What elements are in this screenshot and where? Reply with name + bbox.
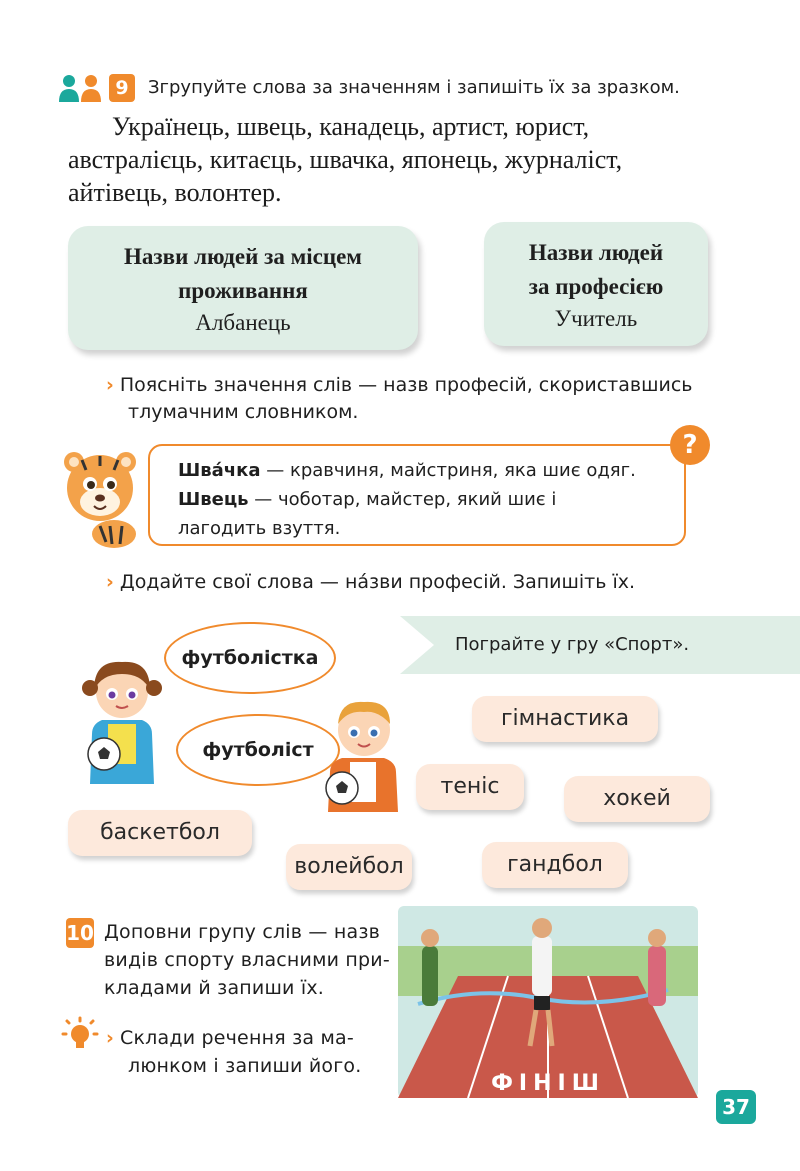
card-prof-sample: Учитель	[554, 306, 638, 331]
flag-notch-icon	[400, 616, 434, 674]
definition-line-1	[178, 456, 668, 485]
bullet-add-words-text: Додайте свої слова — на́зви професій. Запишіть їх.	[119, 571, 636, 593]
bubble-girl-text: футболістка	[181, 647, 319, 669]
boy-with-ball-icon	[318, 694, 408, 812]
page-number: 37	[716, 1090, 756, 1124]
task10-line-2: видів спорту власними при-	[104, 949, 390, 971]
bullet-add-words	[106, 569, 635, 595]
task10-sub-line-2: люнком і запиши його.	[128, 1055, 362, 1077]
girl-with-ball-icon	[78, 654, 166, 784]
card-place-head-2: проживання	[178, 278, 308, 303]
chevron-right-icon: ›	[106, 1027, 115, 1049]
card-prof-head-1: Назви людей	[528, 240, 664, 265]
chip-tennis: теніс	[416, 764, 524, 810]
card-place-sample: Албанець	[195, 310, 291, 335]
task10-line-1: Доповни групу слів — назв	[104, 921, 381, 943]
task9-instruction: Згрупуйте слова за значенням і запишіть їх за зразком.	[148, 77, 680, 98]
card-profession	[484, 222, 708, 346]
finish-lettering: ФІНІШ	[491, 1071, 605, 1096]
definition-line-3: лагодить взуття.	[178, 518, 341, 539]
question-icon: ?	[670, 425, 710, 465]
definition-line-2	[178, 485, 668, 514]
bullet-explain	[106, 372, 692, 398]
chevron-right-icon: ›	[106, 571, 114, 593]
bullet-explain-line1: Поясніть значення слів — назв професій, скориставшись	[119, 374, 693, 396]
words-line-1: Українець, швець, канадець, артист, юрист,	[112, 112, 590, 141]
words-line-2: австралієць, китаєць, швачка, японець, журналіст,	[68, 145, 623, 174]
game-hint-text: Пограйте у гру «Спорт».	[455, 634, 690, 655]
definition-word-shvachka: Шва́чка	[178, 460, 261, 481]
card-prof-head-2: за професією	[528, 274, 664, 299]
chevron-right-icon: ›	[106, 374, 114, 396]
lightbulb-idea-icon	[60, 1016, 100, 1056]
tiger-mascot-icon	[52, 446, 162, 550]
bullet-explain-line2: тлумачним словником.	[128, 401, 359, 423]
task10-sub-text-1: Склади речення за ма-	[120, 1027, 354, 1049]
task-number-10: 10	[66, 918, 94, 948]
definition-text-1: — кравчиня, майстриня, яка шиє одяг.	[260, 460, 636, 481]
chip-volleyball: волейбол	[286, 844, 412, 890]
bubble-boy-text: футболіст	[202, 739, 314, 761]
game-hint-flag	[400, 616, 800, 674]
chip-basketball: баскетбол	[68, 810, 252, 856]
speech-bubble-boy	[176, 714, 340, 786]
chip-handball: гандбол	[482, 842, 628, 888]
task10-line-3: кладами й запиши їх.	[104, 977, 325, 999]
card-place-of-residence	[68, 226, 418, 350]
definition-box	[148, 444, 686, 546]
words-line-3: айтівець, волонтер.	[68, 178, 282, 207]
definition-word-shvets: Швець	[178, 489, 249, 510]
pair-work-icon	[58, 74, 102, 102]
task10-sub-line-1	[106, 1024, 354, 1052]
card-place-head-1: Назви людей за місцем	[124, 244, 362, 269]
chip-hockey: хокей	[564, 776, 710, 822]
task-number-9: 9	[109, 74, 135, 102]
speech-bubble-girl	[164, 622, 336, 694]
race-finish-illustration	[398, 906, 698, 1098]
chip-gymnastics: гімнастика	[472, 696, 658, 742]
definition-text-2: — чоботар, майстер, який шиє і	[248, 489, 557, 510]
